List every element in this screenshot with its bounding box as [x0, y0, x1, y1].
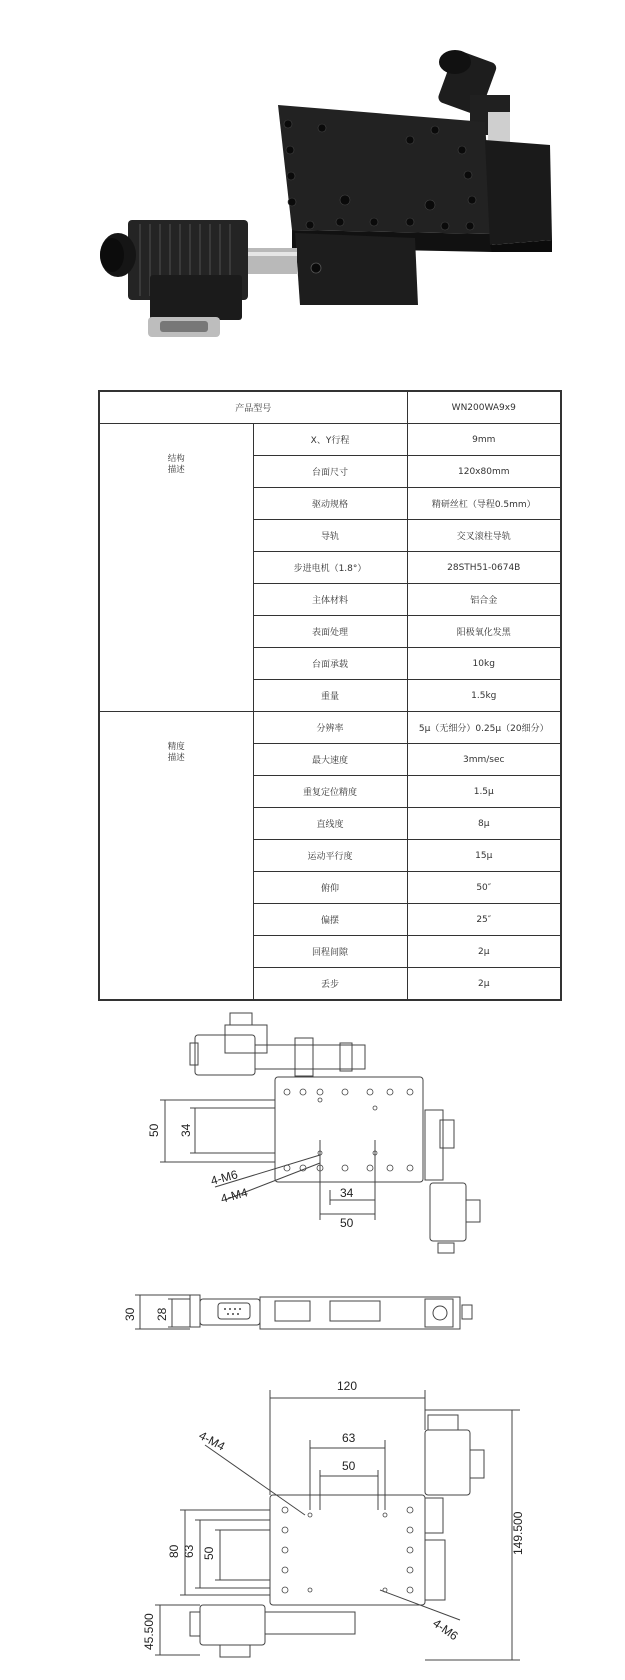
bottom-view-drawing	[0, 1350, 625, 1680]
group-label-structure: 结构 描述	[99, 424, 253, 712]
row-value: 2μ	[407, 968, 561, 1001]
row-label: 直线度	[253, 808, 407, 840]
top-view-drawing	[0, 1005, 625, 1275]
dim-50-left: 50	[202, 1546, 216, 1560]
spec-table	[98, 390, 562, 1001]
group-label-precision: 精度 描述	[99, 712, 253, 1001]
hole-label-m4: 4-M4	[219, 1185, 250, 1206]
row-value: 2μ	[407, 936, 561, 968]
hole-label-m4: 4-M4	[196, 1428, 228, 1454]
top-main-plate	[275, 1077, 423, 1182]
row-label: 俯仰	[253, 872, 407, 904]
hole-label-m6: 4-M6	[209, 1167, 240, 1188]
row-value: 9mm	[407, 424, 561, 456]
row-label: 丢步	[253, 968, 407, 1001]
front-block	[295, 233, 418, 305]
row-value: 阳极氧化发黑	[407, 616, 561, 648]
dim-30: 30	[123, 1307, 137, 1321]
row-value: 铝合金	[407, 584, 561, 616]
row-value: 交叉滚柱导轨	[407, 520, 561, 552]
row-value: 120x80mm	[407, 456, 561, 488]
row-label: 步进电机（1.8°）	[253, 552, 407, 584]
stage-top-plate	[278, 105, 492, 252]
row-value: 1.5kg	[407, 680, 561, 712]
dim-50-top: 50	[342, 1459, 356, 1473]
dim-45-500: 45.500	[142, 1613, 156, 1650]
row-label: 重量	[253, 680, 407, 712]
row-label: 主体材料	[253, 584, 407, 616]
table-header-row	[99, 391, 561, 424]
row-label: 台面承载	[253, 648, 407, 680]
dim-34-bottom: 34	[340, 1186, 354, 1200]
row-value: 28STH51-0674B	[407, 552, 561, 584]
row-value: 5μ（无细分）0.25μ（20细分）	[407, 712, 561, 744]
row-value: 25″	[407, 904, 561, 936]
dim-149-500: 149.500	[511, 1511, 525, 1555]
row-label: 回程间隙	[253, 936, 407, 968]
row-label: 表面处理	[253, 616, 407, 648]
dim-120: 120	[337, 1379, 358, 1393]
row-value: 精研丝杠（导程0.5mm）	[407, 488, 561, 520]
row-label: 台面尺寸	[253, 456, 407, 488]
header-value: WN200WA9x9	[407, 391, 561, 424]
row-label: 运动平行度	[253, 840, 407, 872]
side-view-drawing	[0, 1285, 625, 1345]
header-label: 产品型号	[99, 391, 407, 424]
row-label: 驱动规格	[253, 488, 407, 520]
dim-34-left: 34	[179, 1123, 193, 1137]
dim-63-left: 63	[182, 1544, 196, 1558]
row-value: 8μ	[407, 808, 561, 840]
row-label: 偏摆	[253, 904, 407, 936]
row-label: 重复定位精度	[253, 776, 407, 808]
dim-63-top: 63	[342, 1431, 356, 1445]
dim-50-bottom: 50	[340, 1216, 354, 1230]
row-label: 最大速度	[253, 744, 407, 776]
dim-50-left: 50	[147, 1123, 161, 1137]
product-photo	[0, 0, 625, 360]
row-value: 10kg	[407, 648, 561, 680]
row-label: 分辨率	[253, 712, 407, 744]
row-label: X、Y行程	[253, 424, 407, 456]
bottom-main-plate	[270, 1495, 425, 1605]
dim-28: 28	[155, 1307, 169, 1321]
hole-label-m6: 4-M6	[430, 1615, 461, 1644]
row-value: 50″	[407, 872, 561, 904]
dim-80: 80	[167, 1544, 181, 1558]
row-value: 15μ	[407, 840, 561, 872]
top-motor-body	[225, 1025, 267, 1053]
db9-connector	[148, 275, 242, 337]
table-row	[99, 424, 561, 456]
table-row	[99, 712, 561, 744]
row-value: 1.5μ	[407, 776, 561, 808]
row-value: 3mm/sec	[407, 744, 561, 776]
row-label: 导轨	[253, 520, 407, 552]
